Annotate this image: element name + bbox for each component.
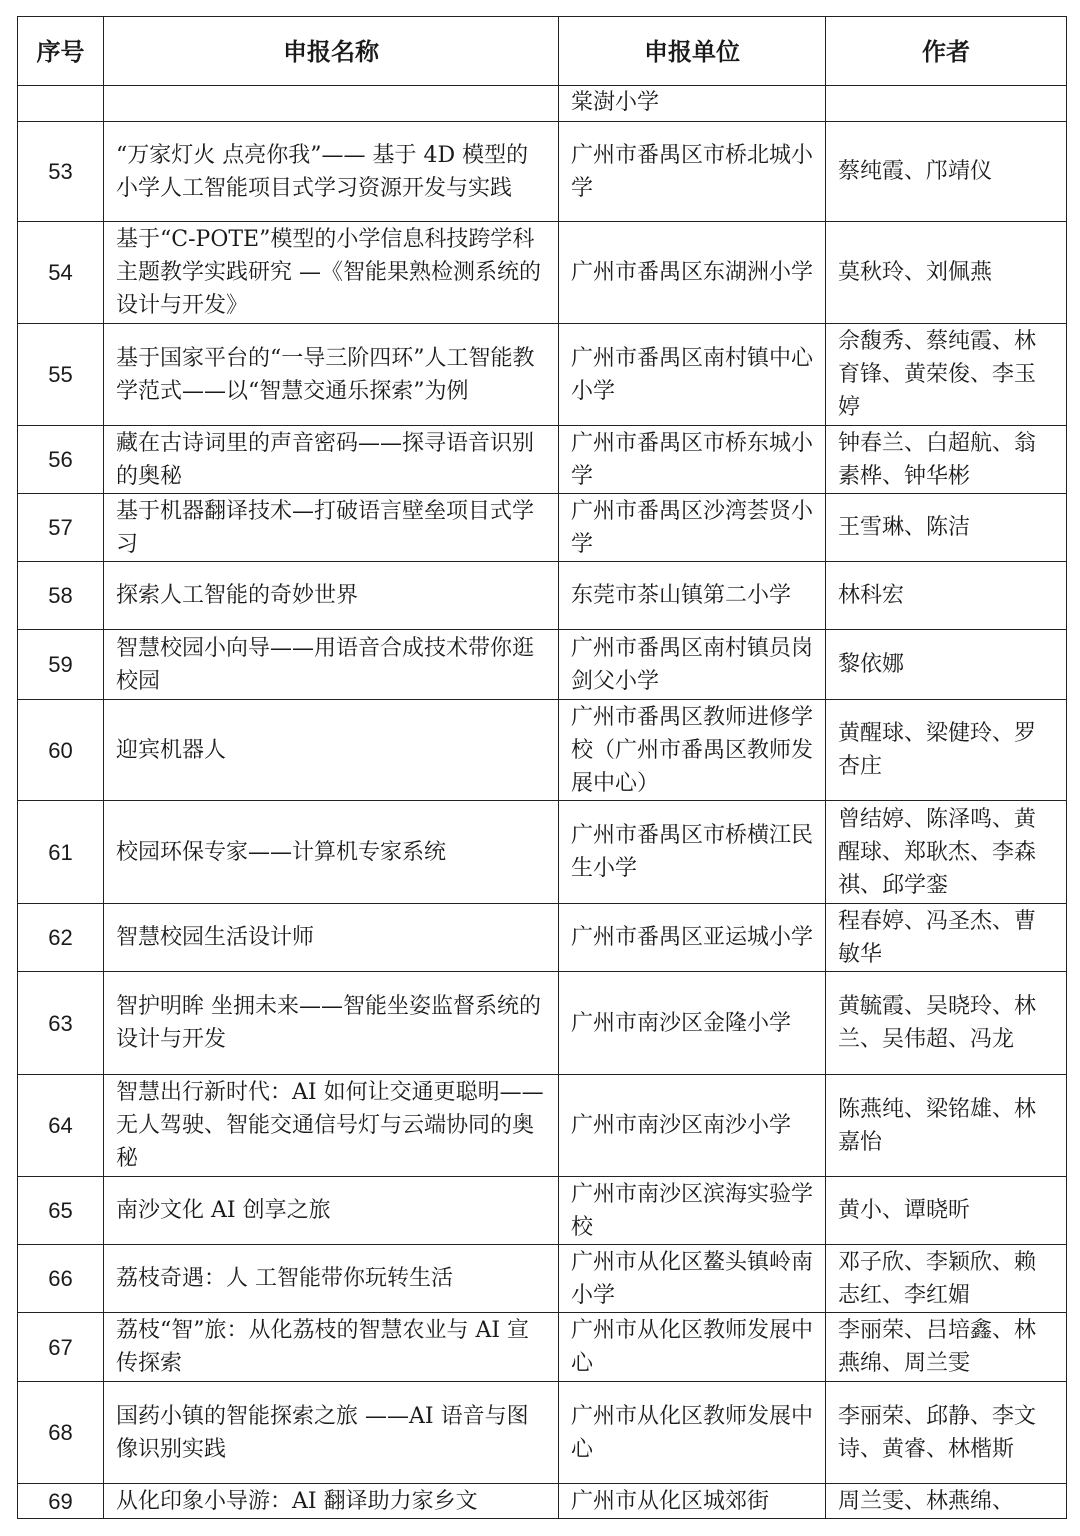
row-number: 55 bbox=[18, 324, 104, 426]
row-number: 59 bbox=[18, 630, 104, 700]
table-row bbox=[18, 904, 1067, 972]
row-unit: 广州市番禺区沙湾荟贤小学 bbox=[559, 494, 826, 562]
row-number: 61 bbox=[18, 801, 104, 904]
row-authors: 陈燕纯、梁铭雄、林嘉怡 bbox=[826, 1075, 1067, 1177]
table-row bbox=[18, 1313, 1067, 1382]
row-number: 57 bbox=[18, 494, 104, 562]
header-number: 序号 bbox=[18, 17, 104, 86]
table-row bbox=[18, 1484, 1067, 1519]
row-project-name: 基于“C-POTE”模型的小学信息科技跨学科主题教学实践研究 —《智能果熟检测系统的设计与开发》 bbox=[104, 222, 559, 324]
row-project-name: 智护明眸 坐拥未来——智能坐姿监督系统的设计与开发 bbox=[104, 972, 559, 1075]
table-row bbox=[18, 700, 1067, 801]
row-project-name: “万家灯火 点亮你我”—— 基于 4D 模型的小学人工智能项目式学习资源开发与实践 bbox=[104, 122, 559, 222]
table-row bbox=[18, 324, 1067, 426]
row-authors: 黎依娜 bbox=[826, 630, 1067, 700]
row-authors: 曾结婷、陈泽鸣、黄醒球、郑耿杰、李森祺、邱学銮 bbox=[826, 801, 1067, 904]
row-project-name: 智慧出行新时代：AI 如何让交通更聪明——无人驾驶、智能交通信号灯与云端协同的奥秘 bbox=[104, 1075, 559, 1177]
row-project-name: 校园环保专家——计算机专家系统 bbox=[104, 801, 559, 904]
row-unit: 广州市从化区鳌头镇岭南小学 bbox=[559, 1245, 826, 1313]
header-project-name: 申报名称 bbox=[104, 17, 559, 86]
row-project-name: 南沙文化 AI 创享之旅 bbox=[104, 1177, 559, 1245]
row-authors: 黄毓霞、吴晓玲、林兰、吴伟超、冯龙 bbox=[826, 972, 1067, 1075]
table-row bbox=[18, 1382, 1067, 1484]
row-project-name bbox=[104, 86, 559, 122]
row-unit: 广州市从化区教师发展中心 bbox=[559, 1382, 826, 1484]
row-number: 68 bbox=[18, 1382, 104, 1484]
row-unit: 广州市番禺区市桥横江民生小学 bbox=[559, 801, 826, 904]
row-number: 69 bbox=[18, 1484, 104, 1519]
row-unit: 广州市番禺区教师进修学校（广州市番禺区教师发展中心） bbox=[559, 700, 826, 801]
row-unit: 东莞市茶山镇第二小学 bbox=[559, 562, 826, 630]
row-project-name: 荔枝“智”旅：从化荔枝的智慧农业与 AI 宣传探索 bbox=[104, 1313, 559, 1382]
row-number: 54 bbox=[18, 222, 104, 324]
table-row bbox=[18, 801, 1067, 904]
row-unit: 广州市南沙区南沙小学 bbox=[559, 1075, 826, 1177]
row-project-name: 荔枝奇遇：人 工智能带你玩转生活 bbox=[104, 1245, 559, 1313]
row-project-name: 基于机器翻译技术—打破语言壁垒项目式学习 bbox=[104, 494, 559, 562]
row-unit: 广州市番禺区东湖洲小学 bbox=[559, 222, 826, 324]
row-authors: 佘馥秀、蔡纯霞、林育锋、黄荣俊、李玉婷 bbox=[826, 324, 1067, 426]
row-number: 60 bbox=[18, 700, 104, 801]
row-project-name: 探索人工智能的奇妙世界 bbox=[104, 562, 559, 630]
row-authors: 林科宏 bbox=[826, 562, 1067, 630]
row-project-name: 从化印象小导游：AI 翻译助力家乡文 bbox=[104, 1484, 559, 1519]
row-unit: 广州市从化区城郊街 bbox=[559, 1484, 826, 1519]
row-number: 65 bbox=[18, 1177, 104, 1245]
document-page bbox=[17, 16, 1066, 1519]
table-row bbox=[18, 972, 1067, 1075]
row-authors: 周兰雯、林燕绵、 bbox=[826, 1484, 1067, 1519]
row-project-name: 国药小镇的智能探索之旅 ——AI 语音与图像识别实践 bbox=[104, 1382, 559, 1484]
row-unit: 棠澍小学 bbox=[559, 86, 826, 122]
table-row bbox=[18, 630, 1067, 700]
table-row bbox=[18, 1177, 1067, 1245]
row-unit: 广州市番禺区市桥北城小学 bbox=[559, 122, 826, 222]
table-row bbox=[18, 1075, 1067, 1177]
row-authors: 王雪琳、陈洁 bbox=[826, 494, 1067, 562]
table-row bbox=[18, 122, 1067, 222]
row-number: 53 bbox=[18, 122, 104, 222]
table-row bbox=[18, 494, 1067, 562]
row-unit: 广州市番禺区南村镇员岗剑父小学 bbox=[559, 630, 826, 700]
row-unit: 广州市番禺区亚运城小学 bbox=[559, 904, 826, 972]
row-authors: 黄小、谭晓昕 bbox=[826, 1177, 1067, 1245]
table-header-row bbox=[18, 17, 1067, 86]
row-authors: 邓子欣、李颖欣、赖志红、李红媚 bbox=[826, 1245, 1067, 1313]
row-number: 66 bbox=[18, 1245, 104, 1313]
row-number: 58 bbox=[18, 562, 104, 630]
row-project-name: 藏在古诗词里的声音密码——探寻语音识别的奥秘 bbox=[104, 426, 559, 494]
table-row bbox=[18, 562, 1067, 630]
row-number: 56 bbox=[18, 426, 104, 494]
row-unit: 广州市南沙区滨海实验学校 bbox=[559, 1177, 826, 1245]
row-number: 63 bbox=[18, 972, 104, 1075]
row-number bbox=[18, 86, 104, 122]
row-number: 64 bbox=[18, 1075, 104, 1177]
row-authors: 李丽荣、邱静、李文诗、黄睿、林楷斯 bbox=[826, 1382, 1067, 1484]
row-authors bbox=[826, 86, 1067, 122]
row-project-name: 迎宾机器人 bbox=[104, 700, 559, 801]
table-row bbox=[18, 86, 1067, 122]
row-authors: 李丽荣、吕培鑫、林燕绵、周兰雯 bbox=[826, 1313, 1067, 1382]
row-project-name: 基于国家平台的“一导三阶四环”人工智能教学范式——以“智慧交通乐探索”为例 bbox=[104, 324, 559, 426]
table-row bbox=[18, 426, 1067, 494]
project-table bbox=[17, 16, 1067, 1519]
row-authors: 钟春兰、白超航、翁素桦、钟华彬 bbox=[826, 426, 1067, 494]
row-authors: 程春婷、冯圣杰、曹敏华 bbox=[826, 904, 1067, 972]
header-unit: 申报单位 bbox=[559, 17, 826, 86]
row-authors: 蔡纯霞、邝靖仪 bbox=[826, 122, 1067, 222]
row-project-name: 智慧校园生活设计师 bbox=[104, 904, 559, 972]
table-row bbox=[18, 222, 1067, 324]
row-number: 67 bbox=[18, 1313, 104, 1382]
row-unit: 广州市从化区教师发展中心 bbox=[559, 1313, 826, 1382]
row-unit: 广州市番禺区市桥东城小学 bbox=[559, 426, 826, 494]
header-authors: 作者 bbox=[826, 17, 1067, 86]
table-row bbox=[18, 1245, 1067, 1313]
row-authors: 莫秋玲、刘佩燕 bbox=[826, 222, 1067, 324]
row-project-name: 智慧校园小向导——用语音合成技术带你逛校园 bbox=[104, 630, 559, 700]
row-authors: 黄醒球、梁健玲、罗杏庄 bbox=[826, 700, 1067, 801]
row-unit: 广州市番禺区南村镇中心小学 bbox=[559, 324, 826, 426]
row-unit: 广州市南沙区金隆小学 bbox=[559, 972, 826, 1075]
row-number: 62 bbox=[18, 904, 104, 972]
